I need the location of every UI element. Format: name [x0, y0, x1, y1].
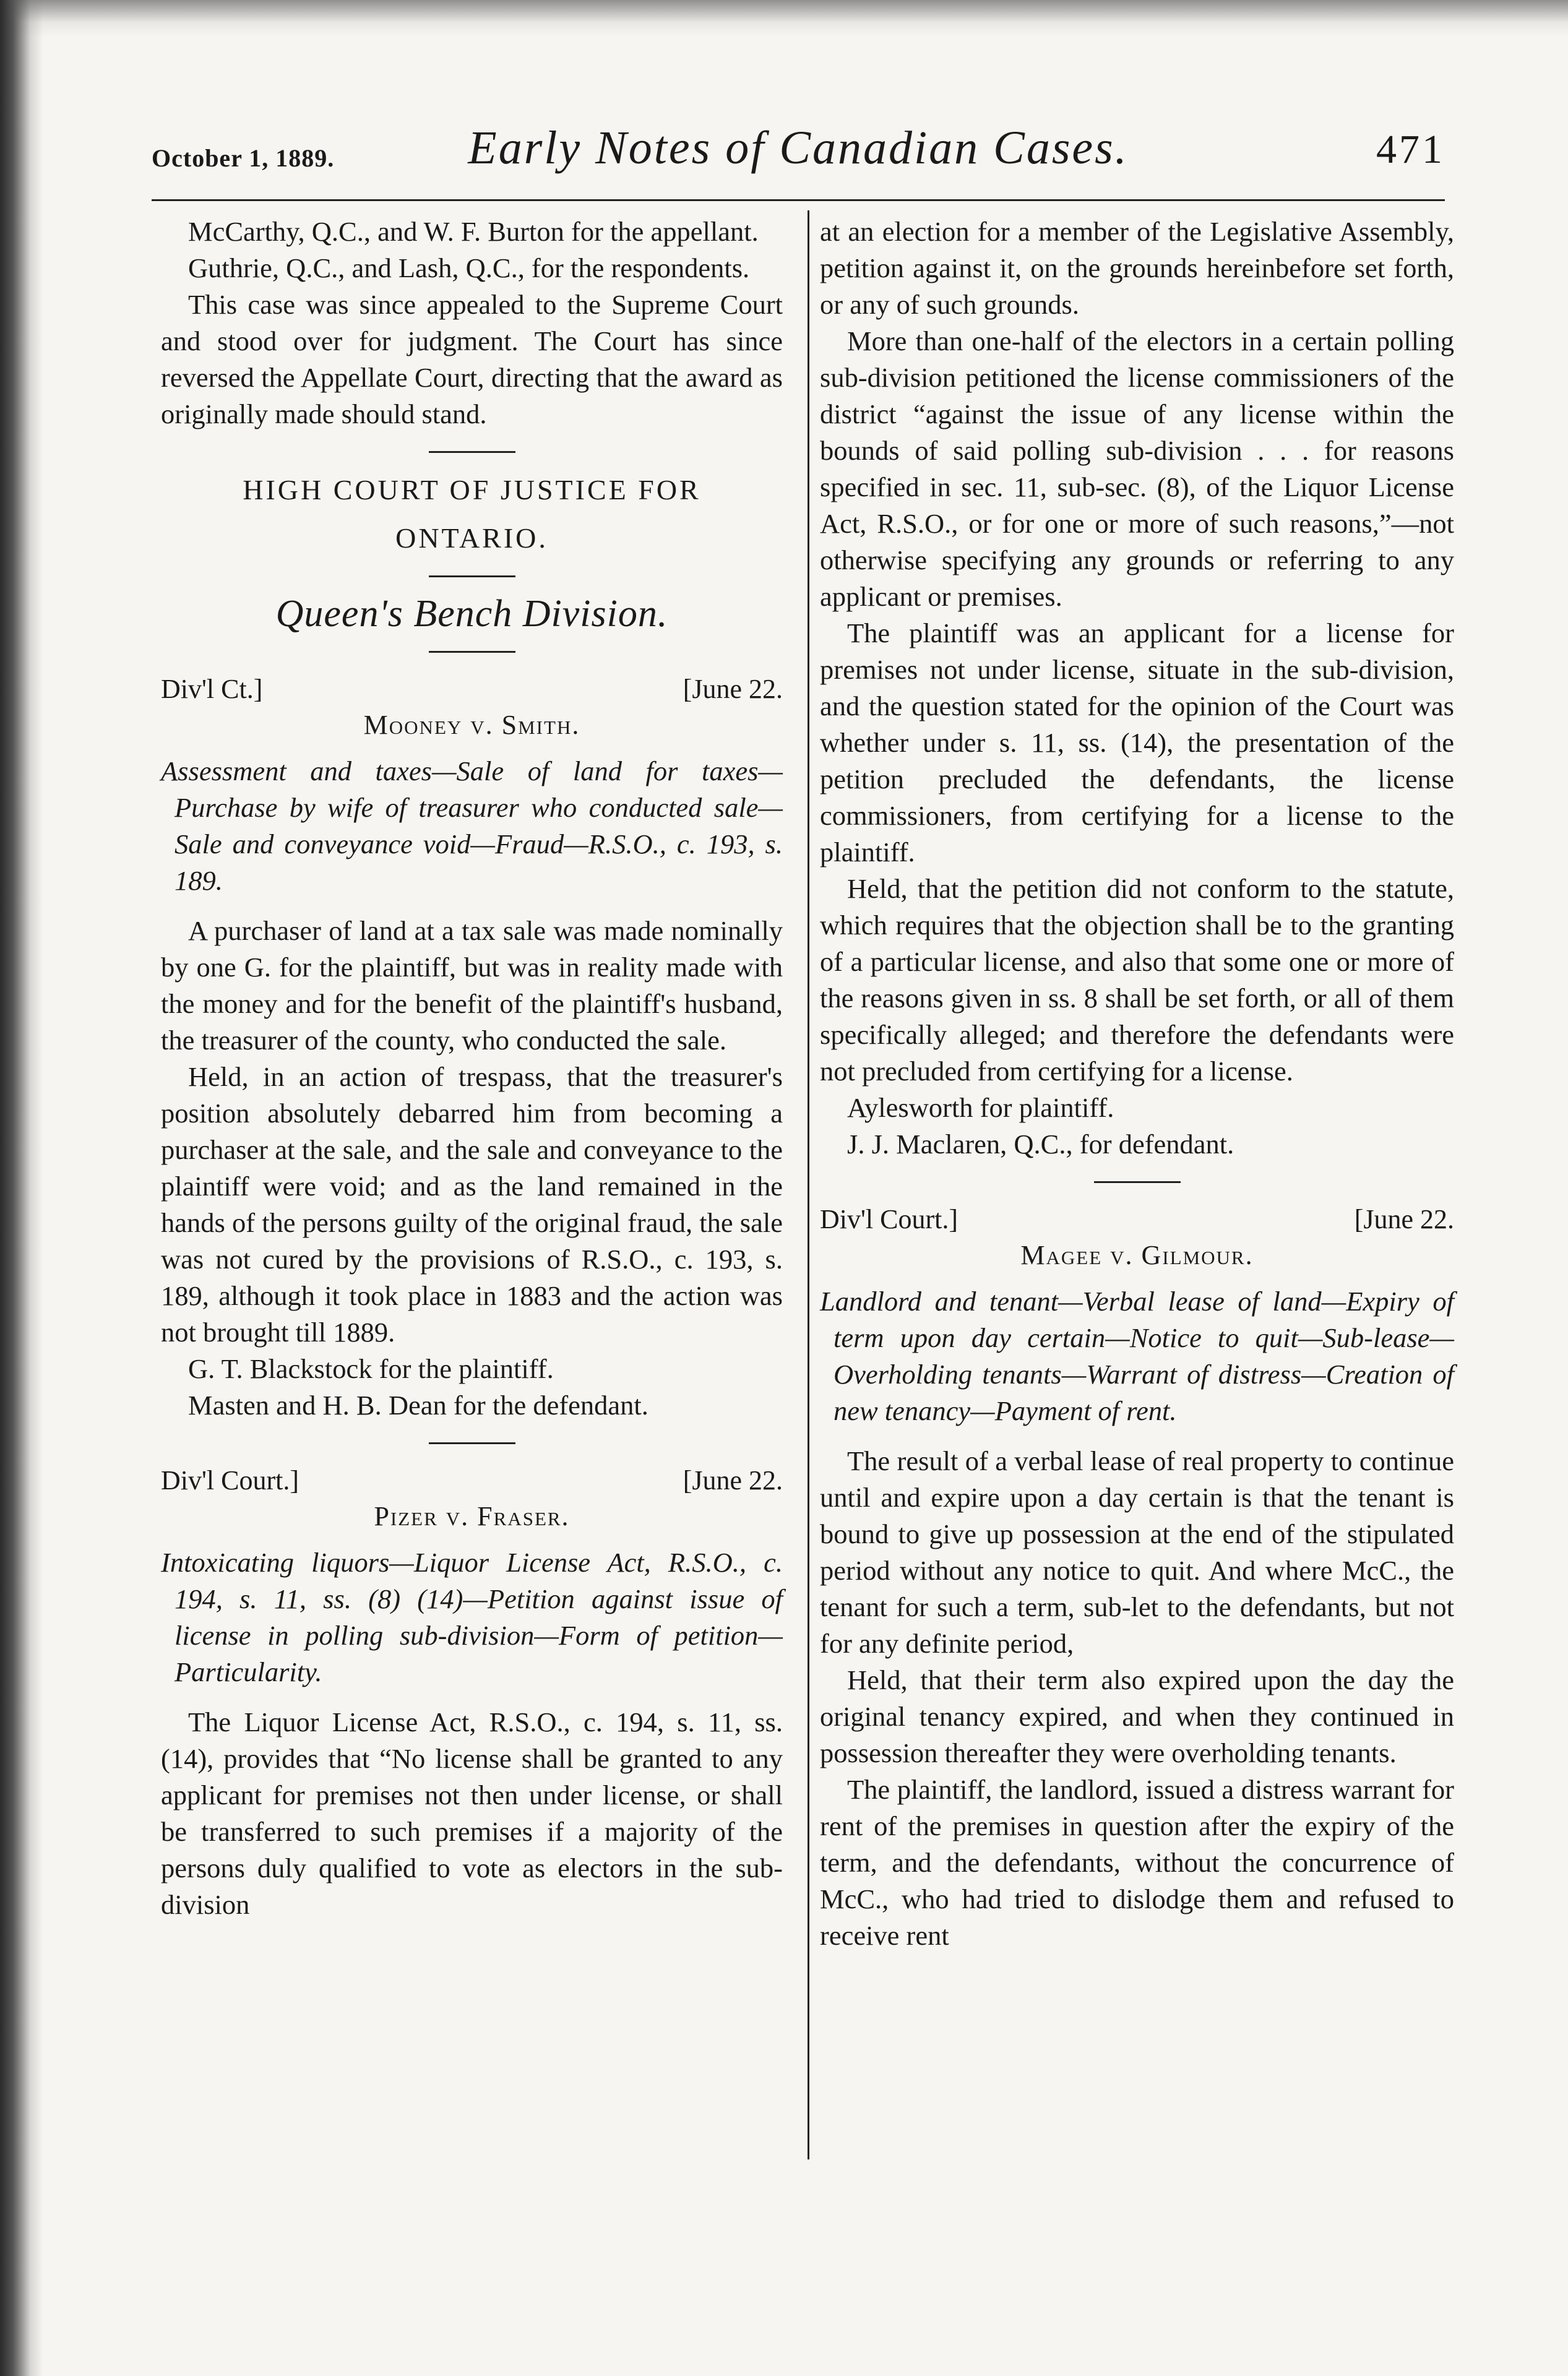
- right-column: [820, 213, 1454, 1954]
- case-paragraph: The result of a verbal lease of real property to continue until and expire upon a day certain is that the tenant is bound to give up possession at the end of the stipulated period without any notice to quit. And where McC., the tenant for such a term, sub-let to the defendants, but not for any definite period,: [820, 1445, 1454, 1659]
- case-headnote: Landlord and tenant—Verbal lease of land—Expiry of term upon day certain—Notice to quit—Sub-lease—Overholding tenants—Warrant of distress—Creation of new tenancy—Payment of rent.: [820, 1286, 1454, 1426]
- case-paragraph: The plaintiff was an applicant for a license for premises not under license, situate in the sub-division, and the question stated for the opinion of the Court was whether under s. 11, ss. (14), the presentation of the petition precluded the defendants, the license commissioners, from certifying for a license to the plaintiff.: [820, 618, 1454, 867]
- counsel-plaintiff: Aylesworth for plaintiff.: [847, 1092, 1114, 1123]
- header-date: October 1, 1889.: [152, 144, 335, 172]
- section-rule: [429, 575, 515, 577]
- scan-shadow-top: [0, 0, 1568, 37]
- column-divider: [808, 210, 809, 2159]
- court-heading-line2: ONTARIO.: [395, 522, 548, 554]
- case-name: Pizer v. Fraser.: [374, 1501, 570, 1531]
- case-date: [June 22.: [683, 674, 783, 704]
- case-paragraph-continued: at an election for a member of the Legislative Assembly, petition against it, on the grounds hereinbefore set forth, or any of such grounds.: [820, 216, 1454, 320]
- case-paragraph: A purchaser of land at a tax sale was made nominally by one G. for the plaintiff, but was in reality made with the money and for the benefit of the plaintiff's husband, the treasurer of the county, who conducted the sale.: [161, 915, 783, 1056]
- section-rule: [429, 1442, 515, 1444]
- case-paragraph: The plaintiff, the landlord, issued a distress warrant for rent of the premises in question after the expiry of the term, and the defendants, without the concurrence of McC., who had tried to dislodge them and refused to receive rent: [820, 1774, 1454, 1951]
- section-rule: [429, 651, 515, 653]
- case-header-row: [161, 1463, 783, 1499]
- case-headnote: Intoxicating liquors—Liquor License Act, R.S.O., c. 194, s. 11, ss. (8) (14)—Petition against issue of license in polling sub-division—Form of petition—Particularity.: [161, 1547, 783, 1687]
- case-paragraph: Held, that their term also expired upon the day the original tenancy expired, and when they continued in possession thereafter they were overholding tenants.: [820, 1664, 1454, 1768]
- case-court: Div'l Court.]: [161, 1465, 299, 1496]
- header-title: Early Notes of Canadian Cases.: [468, 122, 1129, 174]
- section-rule: [429, 451, 515, 453]
- case-header-row: [161, 671, 783, 707]
- case-paragraph: The Liquor License Act, R.S.O., c. 194, s. 11, ss. (14), provides that “No license shall be granted to any applicant for premises not then under license, or shall be transferred to such premises if a majority of the persons duly qualified to vote as electors in the sub-division: [161, 1707, 783, 1920]
- counsel-appellant: McCarthy, Q.C., and W. F. Burton for the appellant.: [188, 216, 759, 247]
- appeal-note: This case was since appealed to the Supreme Court and stood over for judgment. The Court has since reversed the Appellate Court, directing that the award as originally made should stand.: [161, 289, 783, 429]
- case-court: Div'l Court.]: [820, 1204, 958, 1234]
- case-date: [June 22.: [1354, 1204, 1454, 1234]
- case-paragraph: Held, in an action of trespass, that the treasurer's position absolutely debarred him from becoming a purchaser at the sale, and the sale and conveyance to the plaintiff were void; and as the land remained in the hands of the persons guilty of the original fraud, the sale was not cured by the provisions of R.S.O., c. 193, s. 189, although it took place in 1883 and the action was not brought till 1889.: [161, 1061, 783, 1348]
- case-court: Div'l Ct.]: [161, 674, 263, 704]
- counsel-defendant: Masten and H. B. Dean for the defendant.: [188, 1390, 648, 1421]
- court-heading-line1: HIGH COURT OF JUSTICE FOR: [243, 474, 701, 506]
- counsel-plaintiff: G. T. Blackstock for the plaintiff.: [188, 1353, 554, 1384]
- case-paragraph: More than one-half of the electors in a certain polling sub-division petitioned the license commissioners of the district “against the issue of any license within the bounds of said polling sub-division . . . for reasons specified in sec. 11, sub-sec. (8), of the Liquor License Act, R.S.O., or for one or more of such reasons,”—not otherwise specifying any grounds or referring to any applicant or premises.: [820, 325, 1454, 612]
- scan-shadow-left: [0, 0, 43, 2376]
- case-name: Magee v. Gilmour.: [1020, 1240, 1254, 1270]
- case-date: [June 22.: [683, 1465, 783, 1496]
- counsel-defendant: J. J. Maclaren, Q.C., for defendant.: [847, 1129, 1234, 1160]
- case-header-row: [820, 1202, 1454, 1238]
- section-rule: [1094, 1181, 1181, 1183]
- running-header: [152, 121, 1445, 189]
- case-headnote: Assessment and taxes—Sale of land for taxes—Purchase by wife of treasurer who conducted sale—Sale and conveyance void—Fraud—R.S.O., c. 193, s. 189.: [161, 755, 783, 896]
- left-column: [161, 213, 783, 1923]
- page-number: 471: [1376, 127, 1445, 172]
- header-rule: [152, 199, 1445, 201]
- counsel-respondents: Guthrie, Q.C., and Lash, Q.C., for the respondents.: [188, 252, 750, 283]
- division-heading: Queen's Bench Division.: [275, 593, 668, 635]
- case-paragraph: Held, that the petition did not conform to the statute, which requires that the objection shall be to the granting of a particular license, and also that some one or more of the reasons given in ss. 8 shall be set forth, or all of them specifically alleged; and therefore the defendants were not precluded from certifying for a license.: [820, 873, 1454, 1087]
- case-name: Mooney v. Smith.: [363, 710, 580, 740]
